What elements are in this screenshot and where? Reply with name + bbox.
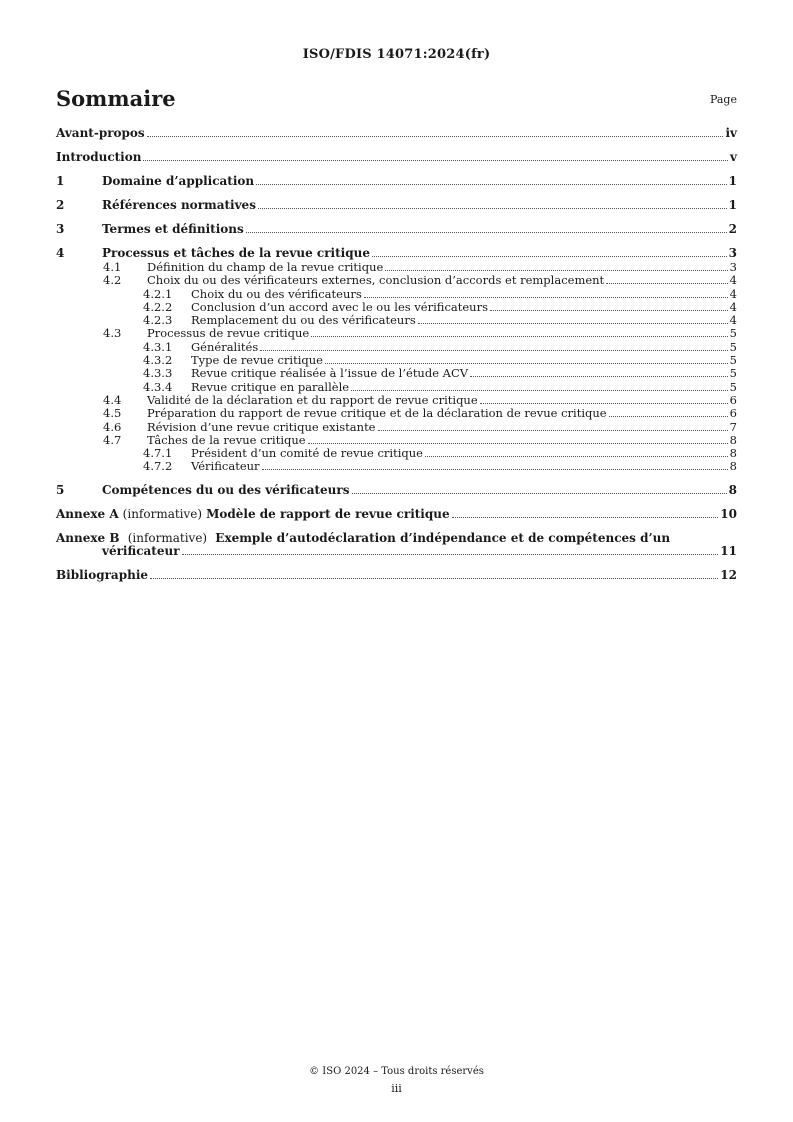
toc-entry-number: 4.4 (103, 392, 122, 407)
toc-entry-page: 5 (729, 339, 737, 354)
toc-entry-section-3[interactable] (56, 223, 737, 236)
toc-entry-number: 4.3.1 (143, 339, 173, 354)
toc-entry-4-3-1[interactable] (56, 341, 737, 354)
toc-entry-title: Modèle de rapport de revue critique (206, 507, 450, 522)
dot-leader (385, 270, 727, 271)
dot-leader (372, 256, 727, 257)
toc-entry-title: Processus et tâches de la revue critique (102, 246, 370, 260)
toc-entry-number: 4.7 (103, 432, 122, 447)
dot-leader (143, 160, 728, 161)
toc-entry-title: Exemple d’autodéclaration d’indépendance et de compétences d’un (215, 531, 671, 546)
toc-entry-page: 3 (728, 246, 737, 260)
toc-entry-page: 5 (729, 353, 737, 368)
dot-leader (262, 469, 728, 470)
toc-entry-title: Conclusion d’un accord avec le ou les vérificateurs (191, 299, 488, 314)
toc-entry-number: 4.2.1 (143, 286, 173, 301)
toc-title: Sommaire (56, 86, 176, 111)
toc-entry-section-1[interactable] (56, 175, 737, 188)
dot-leader (609, 416, 728, 417)
toc-entry-4-3-4[interactable] (56, 381, 737, 394)
toc-entry-page: 4 (729, 313, 737, 328)
toc-entry-4-3-2[interactable] (56, 354, 737, 367)
toc-entry-4-3-3[interactable] (56, 367, 737, 380)
document-id-header: ISO/FDIS 14071:2024(fr) (302, 47, 491, 62)
toc-entry-title-continued: vérificateur (102, 544, 180, 559)
toc-entry-page: 4 (729, 299, 737, 314)
dot-leader (325, 363, 728, 364)
toc-entry-4-2-3[interactable] (56, 314, 737, 327)
dot-leader (480, 403, 728, 404)
toc-entry-annex-kind: (informative) (127, 531, 208, 546)
dot-leader (147, 136, 724, 137)
toc-entry-number: 4.3 (103, 326, 122, 341)
toc-entry-title: Termes et définitions (102, 222, 244, 236)
dot-leader (258, 208, 727, 209)
toc-entry-page: 5 (729, 326, 737, 341)
dot-leader (351, 390, 728, 391)
dot-leader (470, 376, 728, 377)
toc-entry-page: 12 (720, 568, 737, 583)
toc-entry-title: Définition du champ de la revue critique (147, 260, 384, 274)
toc-entry-4-4[interactable] (56, 394, 737, 407)
toc-entry-page: 11 (720, 544, 737, 559)
toc-entry-title: Revue critique réalisée à l’issue de l’étude ACV (191, 366, 469, 381)
toc-entry-number: 5 (56, 483, 65, 498)
toc-entry-section-4[interactable] (56, 247, 737, 260)
toc-entry-page: 10 (720, 507, 737, 522)
dot-leader (182, 554, 719, 555)
toc-entry-number: 4.3.3 (143, 366, 173, 381)
toc-entry-page: 5 (729, 379, 737, 394)
toc-entry-annex-b[interactable] (56, 532, 737, 558)
dot-leader (311, 336, 728, 337)
toc-entry-title: Avant-propos (56, 126, 145, 140)
toc-entry-page: 5 (729, 366, 737, 381)
toc-entry-4-7-2[interactable] (56, 460, 737, 473)
toc-entry-title: Vérificateur (191, 459, 260, 474)
dot-leader (260, 350, 727, 351)
dot-leader (150, 578, 718, 579)
toc-entry-page: 3 (729, 260, 737, 274)
dot-leader (490, 310, 728, 311)
toc-entry-annex-label: Annexe A (56, 507, 119, 522)
toc-entry-title: Validité de la déclaration et du rapport de revue critique (147, 392, 478, 407)
toc-entry-number: 4.7.1 (143, 446, 173, 461)
toc-entry-page: iv (725, 126, 737, 140)
toc-entry-foreword[interactable] (56, 127, 737, 140)
toc-entry-title: Tâches de la revue critique (147, 432, 306, 447)
toc-entry-title: Remplacement du ou des vérificateurs (191, 313, 416, 328)
toc-entry-page: 8 (729, 459, 737, 474)
table-of-contents (56, 127, 737, 582)
toc-entry-number: 4.3.4 (143, 379, 173, 394)
dot-leader (364, 297, 728, 298)
toc-entry-title: Généralités (191, 339, 259, 354)
toc-entry-4-5[interactable] (56, 407, 737, 420)
toc-entry-page: 2 (728, 222, 737, 236)
toc-entry-title: Président d’un comité de revue critique (191, 446, 423, 461)
toc-entry-page: 1 (728, 198, 737, 212)
toc-entry-section-5[interactable] (56, 484, 737, 497)
toc-entry-number: 4.6 (103, 419, 122, 434)
toc-entry-number: 1 (56, 174, 65, 188)
toc-entry-page: 7 (729, 419, 737, 434)
toc-entry-title: Choix du ou des vérificateurs externes, conclusion d’accords et remplacement (147, 273, 605, 288)
toc-entry-number: 3 (56, 222, 65, 236)
toc-entry-annex-b-line-2 (56, 545, 737, 558)
toc-entry-annex-kind: (informative) (122, 507, 203, 522)
dot-leader (246, 232, 727, 233)
toc-entry-title: Bibliographie (56, 568, 149, 583)
toc-entry-page: 8 (728, 483, 737, 498)
toc-entry-page: 1 (728, 174, 737, 188)
toc-entry-number: 4.1 (103, 260, 122, 274)
toc-entry-bibliography[interactable] (56, 569, 737, 582)
toc-entry-page: 6 (729, 392, 737, 407)
copyright-footer: © ISO 2024 – Tous droits réservés (309, 1066, 484, 1077)
page-number: iii (391, 1082, 402, 1095)
toc-entry-4-6[interactable] (56, 421, 737, 434)
toc-entry-page: 4 (729, 286, 737, 301)
toc-entry-section-2[interactable] (56, 199, 737, 212)
toc-entry-title: Introduction (56, 150, 142, 164)
dot-leader (256, 184, 727, 185)
toc-entry-number: 4.2.3 (143, 313, 173, 328)
toc-entry-number: 4 (56, 246, 65, 260)
dot-leader (378, 430, 728, 431)
toc-entry-title: Préparation du rapport de revue critique et de la déclaration de revue critique (147, 406, 607, 421)
toc-entry-title: Revue critique en parallèle (191, 379, 350, 394)
toc-entry-4-7-1[interactable] (56, 447, 737, 460)
toc-entry-number: 4.5 (103, 406, 122, 421)
toc-entry-title: Type de revue critique (191, 353, 323, 368)
toc-entry-4-2-1[interactable] (56, 288, 737, 301)
dot-leader (418, 323, 728, 324)
toc-entry-title: Domaine d’application (102, 174, 255, 188)
toc-entry-title: Révision d’une revue critique existante (147, 419, 376, 434)
toc-page-column-label: Page (709, 93, 737, 106)
toc-entry-number: 2 (56, 198, 65, 212)
toc-entry-page: 8 (729, 432, 737, 447)
toc-entry-number: 4.2.2 (143, 299, 173, 314)
toc-entry-4-2[interactable] (56, 274, 737, 287)
toc-entry-4-7[interactable] (56, 434, 737, 447)
toc-entry-number: 4.7.2 (143, 459, 173, 474)
toc-entry-annex-a[interactable] (56, 508, 737, 521)
toc-entry-title: Processus de revue critique (147, 326, 310, 341)
toc-entry-page: 4 (729, 273, 737, 288)
dot-leader (452, 517, 719, 518)
toc-entry-page: 6 (729, 406, 737, 421)
toc-entry-4-1[interactable] (56, 261, 737, 274)
toc-entry-annex-label: Annexe B (56, 531, 120, 546)
toc-entry-introduction[interactable] (56, 151, 737, 164)
toc-entry-number: 4.3.2 (143, 353, 173, 368)
toc-entry-number: 4.2 (103, 273, 122, 288)
dot-leader (352, 493, 727, 494)
dot-leader (425, 456, 728, 457)
toc-entry-page: 8 (729, 446, 737, 461)
toc-entry-page: v (730, 150, 737, 164)
toc-heading-bar (56, 86, 737, 116)
toc-entry-title: Choix du ou des vérificateurs (191, 286, 362, 301)
dot-leader (606, 283, 727, 284)
toc-entry-title: Compétences du ou des vérificateurs (102, 483, 350, 498)
toc-entry-title: Références normatives (102, 198, 256, 212)
dot-leader (308, 443, 728, 444)
toc-entry-4-3[interactable] (56, 327, 737, 340)
toc-entry-4-2-2[interactable] (56, 301, 737, 314)
